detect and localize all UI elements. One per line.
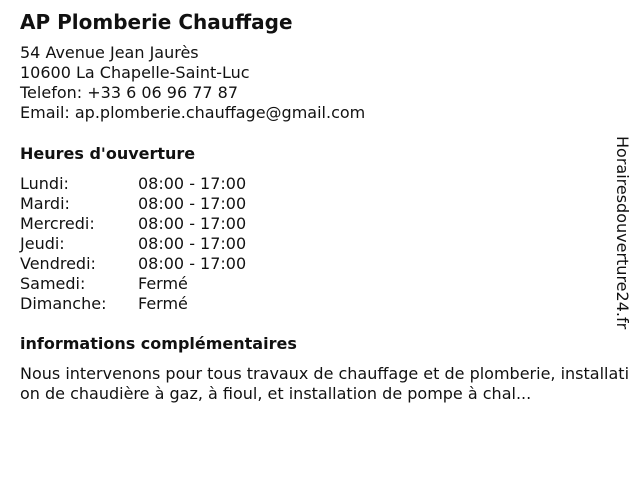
phone-number: Telefon: +33 6 06 96 77 87 bbox=[20, 83, 239, 102]
day-label: Lundi: bbox=[20, 174, 69, 193]
day-label: Dimanche: bbox=[20, 294, 107, 313]
address-street: 54 Avenue Jean Jaurès bbox=[20, 43, 199, 62]
hours-row-friday bbox=[20, 254, 246, 274]
hours-row-thursday bbox=[20, 234, 246, 254]
time-value: Fermé bbox=[138, 274, 188, 293]
opening-hours-heading: Heures d'ouverture bbox=[20, 144, 196, 163]
hours-row-monday bbox=[20, 174, 246, 194]
email-address: Email: ap.plomberie.chauffage@gmail.com bbox=[20, 103, 366, 122]
hours-row-sunday bbox=[20, 294, 246, 314]
additional-info-text: Nous intervenons pour tous travaux de chauffage et de plomberie, installation de chaudière à gaz, à fioul, et installation de pompe à chal... bbox=[20, 364, 630, 403]
time-value: 08:00 - 17:00 bbox=[138, 234, 247, 253]
additional-info-heading: informations complémentaires bbox=[20, 334, 297, 353]
business-name: AP Plomberie Chauffage bbox=[20, 10, 293, 34]
hours-row-saturday bbox=[20, 274, 246, 294]
time-value: Fermé bbox=[138, 294, 188, 313]
day-label: Mardi: bbox=[20, 194, 70, 213]
time-value: 08:00 - 17:00 bbox=[138, 254, 247, 273]
day-label: Mercredi: bbox=[20, 214, 95, 233]
hours-row-wednesday bbox=[20, 214, 246, 234]
day-label: Samedi: bbox=[20, 274, 86, 293]
time-value: 08:00 - 17:00 bbox=[138, 214, 247, 233]
address-city: 10600 La Chapelle-Saint-Luc bbox=[20, 63, 250, 82]
contact-block bbox=[20, 43, 365, 123]
site-watermark: Horairesdouverture24.fr bbox=[613, 136, 632, 330]
hours-row-tuesday bbox=[20, 194, 246, 214]
opening-hours-table bbox=[20, 174, 246, 314]
day-label: Vendredi: bbox=[20, 254, 96, 273]
day-label: Jeudi: bbox=[20, 234, 65, 253]
time-value: 08:00 - 17:00 bbox=[138, 194, 247, 213]
time-value: 08:00 - 17:00 bbox=[138, 174, 247, 193]
